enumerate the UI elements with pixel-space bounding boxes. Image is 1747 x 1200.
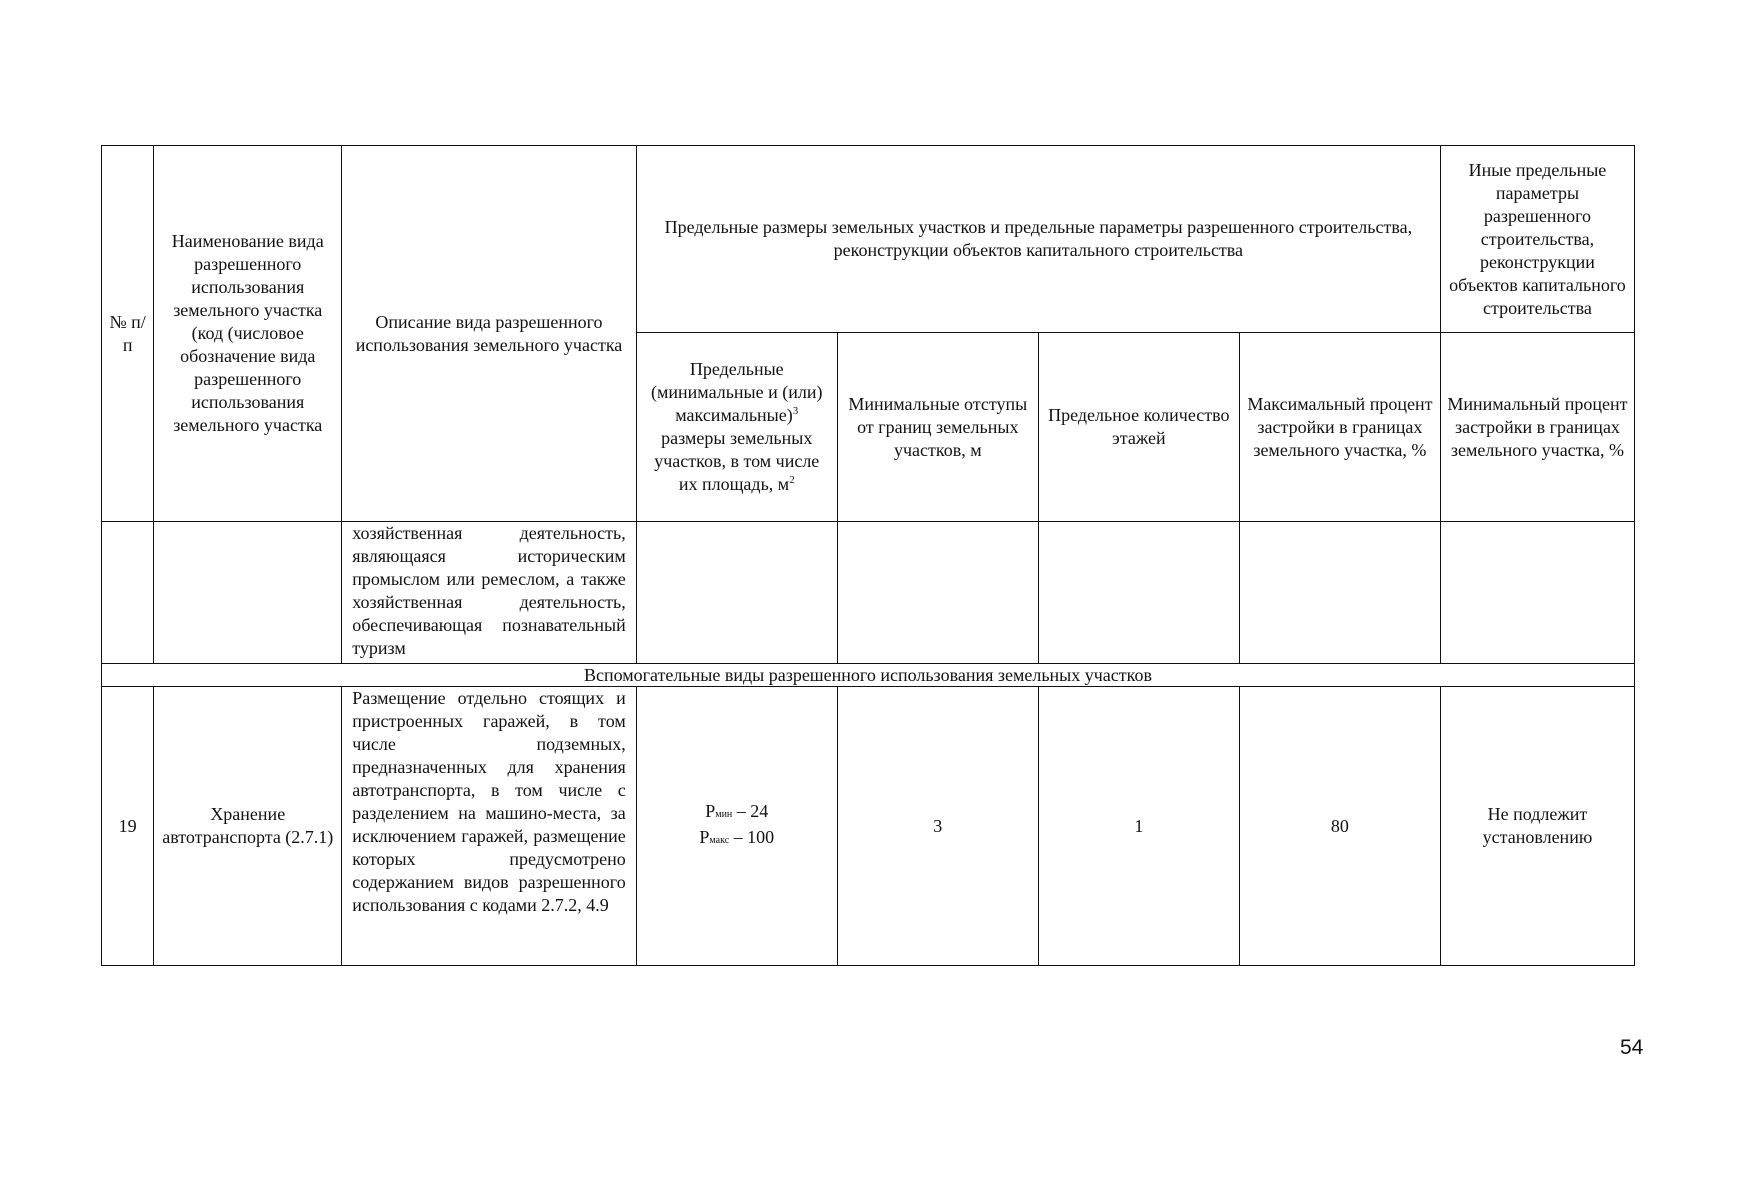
cell-empty [636,522,837,664]
p-min-line: Pмин – 24 [705,801,769,821]
cell-empty [102,522,154,664]
cell-empty [1239,522,1440,664]
header-min-coverage: Минимальный процент застройки в границах земельного участка, % [1440,333,1634,522]
cell-empty [1038,522,1239,664]
continuation-description: хозяйственная деятельность, являющаяся историческим промыслом или ремеслом, а также хозяйственная деятельность, обеспечивающая познавательный туризм [342,522,637,664]
cell-empty [154,522,342,664]
header-setbacks: Минимальные отступы от границ земельных участков, м [837,333,1038,522]
row-plot-sizes [636,687,837,966]
p-max-line: Pмакс – 100 [699,827,775,847]
header-plot-sizes-text: Предельные (минимальные и (или) максимальные) [651,359,823,425]
footnote-3-marker: 3 [792,405,799,417]
row-min-coverage: Не подлежит установлению [1440,687,1634,966]
header-row-1 [102,146,1635,333]
header-name: Наименование вида разрешенного использования земельного участка (код (числовое обозначение вида разрешенного использования земельного участка [154,146,342,522]
row-name: Хранение автотранспорта (2.7.1) [154,687,342,966]
header-plot-sizes-tail: размеры земельных участков, в том числе их площадь, м [654,428,820,494]
row-max-coverage: 80 [1239,687,1440,966]
row-floors: 1 [1038,687,1239,966]
header-num: № п/п [102,146,154,522]
row-setback: 3 [837,687,1038,966]
header-description: Описание вида разрешенного использования земельного участка [342,146,637,522]
land-use-regulations-table [101,145,1635,966]
table-row [102,522,1635,664]
table-row [102,687,1635,966]
header-max-coverage: Максимальный процент застройки в границах земельного участка, % [1239,333,1440,522]
cell-empty [837,522,1038,664]
unit-square-marker: 2 [789,474,795,486]
cell-empty [1440,522,1634,664]
section-title: Вспомогательные виды разрешенного использования земельных участков [102,664,1635,687]
header-other-params: Иные предельные параметры разрешенного строительства, реконструкции объектов капитального строительства [1440,146,1634,333]
header-limits-group: Предельные размеры земельных участков и предельные параметры разрешенного строительства, реконструкции объектов капитального строительства [636,146,1440,333]
row-description: Размещение отдельно стоящих и пристроенных гаражей, в том числе подземных, предназначенных для хранения автотранспорта, в том числе с разделением на машино-места, за исключением гаражей, размещение которых предусмотрено содержанием видов разрешенного использования с кодами 2.7.2, 4.9 [342,687,637,966]
page-number: 54 [1620,1036,1644,1059]
header-plot-sizes [636,333,837,522]
row-num: 19 [102,687,154,966]
section-row [102,664,1635,687]
header-floors: Предельное количество этажей [1038,333,1239,522]
